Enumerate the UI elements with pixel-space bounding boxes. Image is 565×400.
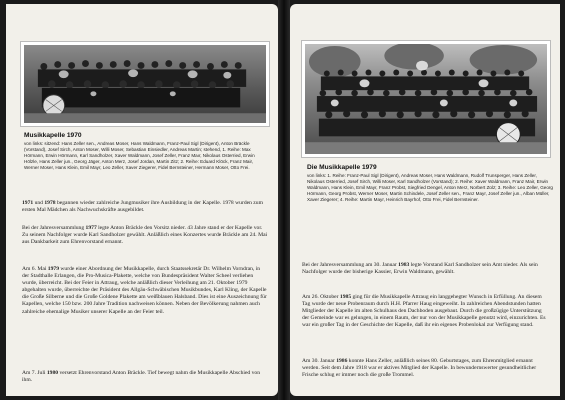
paragraph-1977 xyxy=(22,225,268,246)
and-connector: und xyxy=(33,200,45,206)
paragraph-1986 xyxy=(302,358,550,379)
year-1971: 1971 xyxy=(22,200,34,206)
year-1978: 1978 xyxy=(44,200,56,206)
photo-1970 xyxy=(20,41,270,127)
paragraph-1979-pre: Am 6. Mai xyxy=(22,266,48,272)
year-1977: 1977 xyxy=(85,225,97,231)
year-1980: 1980 xyxy=(46,370,59,376)
year-1986: 1986 xyxy=(336,358,348,364)
paragraph-1979-text: wurde einer Abordnung der Musikkapelle, durch Staatssekretär Dr. Wilhelm Vorndran, in der Stadthalle Erlangen, die Pro-Musica-Plakette, welche von Bundespräsident Walter Scheel verliehen wurde, überreicht. Bei der Feier in Attraug, welche anläßlich dieser Verleihung am 21. Oktober 1979 abgehalten wurde, überreichte der Präsident des Allgäu-Schwäbischen Musikbundes, Karl Kling, der Kapelle die Große Silberne und die Große Goldene Plakette am weißblauen Halsband. Dies ist eine Auszeichnung für Kapellen, welche 150 bzw. 200 Jahre Tradition nachweisen können. Neben der Bevölkerung nahmen auch zahlreiche ehemalige Musiker unserer Kapelle an der Feier teil. xyxy=(22,266,267,315)
year-1985: 1985 xyxy=(339,294,352,300)
paragraph-1979 xyxy=(22,266,268,316)
paragraph-1983 xyxy=(302,262,550,276)
paragraph-1985 xyxy=(302,294,550,329)
left-page xyxy=(6,4,278,396)
band-photo-image-1979 xyxy=(305,44,547,154)
caption-text-1979: von links: 1. Reihe: Franz-Paul Sigl (Dirigent), Andreas Moser, Hans Waldmann, Rudolf Trunsperger, Hans Zeller, Nikolaus Osterried, Josef Sirch, Willi Moser, Karl Sandholzer (Vorstand); 2. Reihe: Xaver Waldmann, Franz Mair, Erwin Waldmann, Hans Klein, Emil Mayr, Franz Probst, Siegfried Dengel, Anton Merz, Norbert Zolz; 3. Reihe: Leo Zeller, Georg Hörmann, Georg Probst, Werner Moser, Martin Schindele, Josef Zeller sen., Franz Mayr, Josef Zeller jun., Alban Müller, Xaver Ziegerer; 4. Reihe: Martin Mayr, Heinrich Bayrhof, Otto Frei, Fidel Bernsteiner. xyxy=(307,173,553,202)
right-page xyxy=(290,4,560,396)
paragraph-1980-text: versetzt Ehrenvorstand Anton Bräckle. Tief bewegt nahm die Musikkapelle Abschied von ihm. xyxy=(22,370,261,384)
paragraph-1985-text: ging für die Musikkapelle Attraug ein langgehegter Wunsch in Erfüllung. An diesem Tag wurde der neue Probenraum durch H.H. Pfarrer Haug eingeweiht. In zahlreichen Abendstunden hatten Mitglieder der Kapelle im alten Schulhaus den Dachboden ausgebaut. Durch die großzügige Unterstützung der Gemeinde war es gelungen, in einem Raum, der nur von der Musikkapelle genutzt wird, einzurichten. Es war ein großer Tag in der Geschichte der Kapelle, daß ihr ein eigenes Probenlokal zur Verfügung stand. xyxy=(302,294,546,329)
photo-1979 xyxy=(301,40,551,158)
year-1983: 1983 xyxy=(398,262,410,268)
paragraph-1980-pre: Am 7. Juli xyxy=(22,370,47,376)
paragraph-1980 xyxy=(22,370,268,384)
paragraph-1977-text: legte Anton Bräckle den Vorsitz nieder. 43 Jahre stand er der Kapelle vor. Zu seinem Nachfolger wurde Karl Sandholzer gewählt. Anläßlich eines Konzertes wurde Bräckle am 24. Mai aus Dankbarkeit zum Ehrenvorstand ernannt. xyxy=(22,225,268,246)
paragraph-1971 xyxy=(22,200,268,214)
paragraph-1983-pre: Bei der Jahresversammlung am 30. Januar xyxy=(302,262,399,268)
paragraph-1971-text: begannen wieder zahlreiche Jungmusiker ihre Ausbildung in der Kapelle. 1978 wurden zum ersten Mal Mädchen als Nachwuchskräfte ausgebildet. xyxy=(22,200,263,214)
book-spine xyxy=(278,0,290,400)
year-1979: 1979 xyxy=(47,266,59,272)
paragraph-1986-text: konnte Hans Zeller, anläßlich seines 80. Geburtstages, zum Ehrenmitglied ernannt werden. Seit dem Jahre 1918 war er aktives Mitglied der Kapelle. In bewundernswerter gesundheitlicher Frische schlug er immer noch die große Trommel. xyxy=(302,358,537,379)
band-photo-1979 xyxy=(305,44,547,154)
caption-text-1970: von links: sitzend: Hans Zeller sen., Andreas Moser, Hans Waldmann, Franz-Paul Sigl (Dirigent), Anton Bräckle (Vorstand), Josef Sirch, Anton Moser, Willi Moser, Sebastian Einsiedler, Andreas Martin; stehend, 1. Reihe: Max Hörmann, Erwin Hörmann, Karl Sandholzer, Xaver Waldmann, Josef Zeller, Franz Maır, Nikolaus Osterried, Erwin Hölzle, Hans Zeller jun., Georg Jäger, Anton Merz, Josef Jordan, Martin Zitz; 2. Reihe: Eduard Klöck, Franz Mair, Werner Moser, Hans Klein, Emil Mayr, Leo Zeller, Xaver Ziegerer, Fidel Bernsteiner, Hermann Moser, Otto Frei. xyxy=(24,141,255,170)
paragraph-1985-pre: Am 26. Oktober xyxy=(302,294,340,300)
paragraph-1977-pre: Bei der Jahresversammlung xyxy=(22,225,86,231)
band-photo-image-1970 xyxy=(24,45,266,123)
paragraph-1983-text: legte Vorstand Karl Sandholzer sein Amt nieder. Als sein Nachfolger wurde der bisherige Kassier, Erwin Waldmann, gewählt. xyxy=(302,262,538,276)
caption-title-1970: Musikkapelle 1970 xyxy=(24,132,82,139)
caption-title-1979: Die Musikkapelle 1979 xyxy=(307,164,377,171)
paragraph-1986-pre: Am 30. Januar xyxy=(302,358,337,364)
band-photo-1970 xyxy=(24,45,266,123)
